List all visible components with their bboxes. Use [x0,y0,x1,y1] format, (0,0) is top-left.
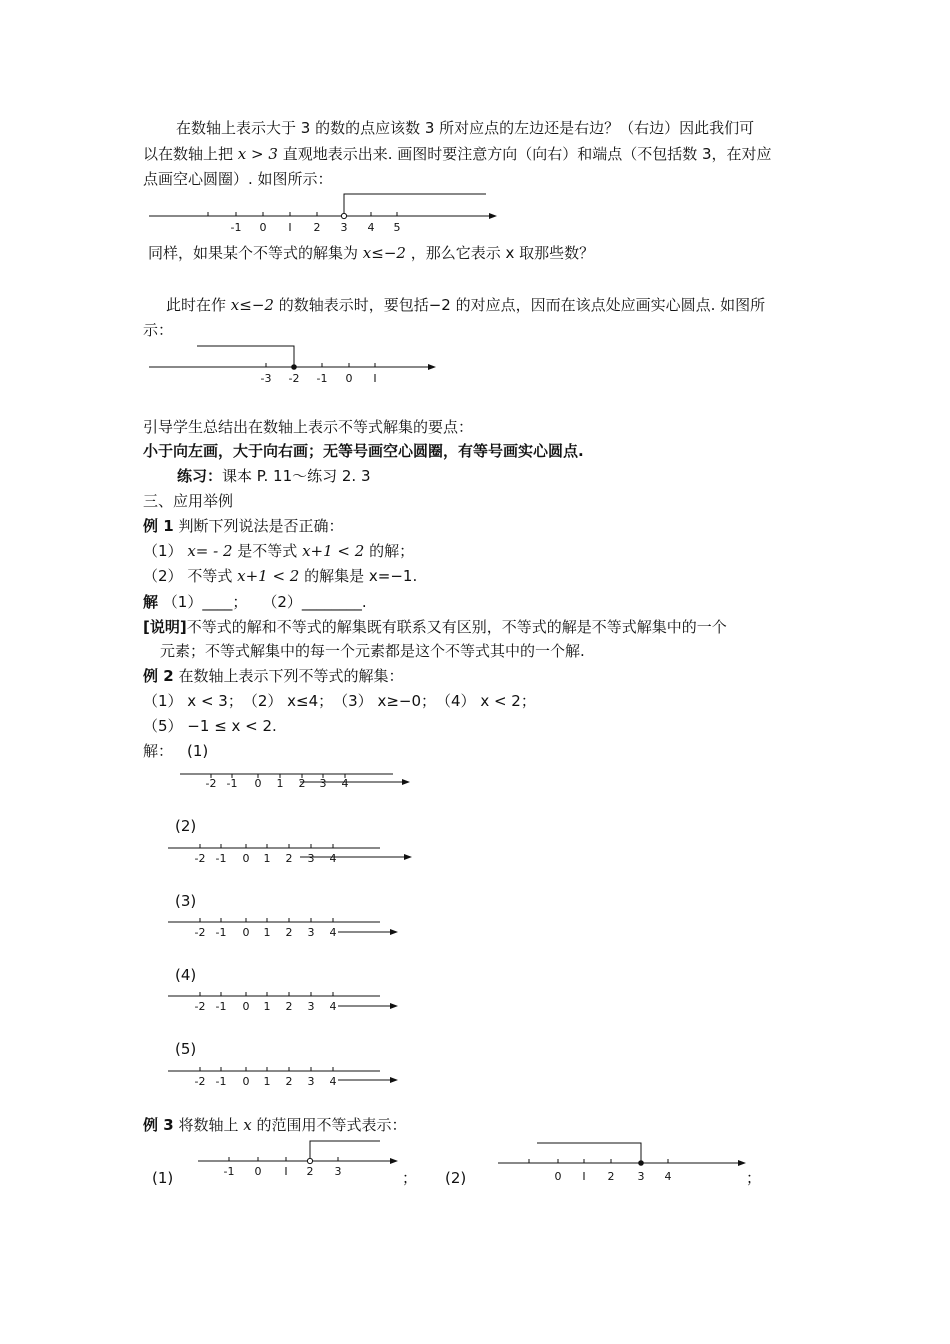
ex2-tick: 2 [285,1075,293,1088]
ex2-tick: 1 [263,1075,271,1088]
ex3-question-b: 的范围用不等式表示： [256,1116,407,1134]
fig1-tick-label: 4 [367,221,375,234]
fig1-tick-label: 0 [259,221,267,234]
intro-line-2-b: 直观地表示出来. 画图时要注意方向（向右）和端点（不包括数 3，在对应 [282,145,772,163]
summary-lead: 引导学生总结出在数轴上表示不等式解集的要点： [143,418,474,436]
ex3-question-a: 将数轴上 [178,1116,239,1134]
ex1-label: 例 1 [143,517,174,535]
ex3-label-2: (2) [445,1169,467,1187]
ex1-question-text: 判断下列说法是否正确： [178,517,344,535]
note-text-1: 不等式的解和不等式的解集既有联系又有区别，不等式的解是不等式解集中的一个 [186,618,727,636]
ex3-axis-1 [198,1141,398,1178]
ex2-tick: 3 [307,926,315,939]
fig1-tick-label: 3 [340,221,348,234]
ex1-item-2-math: x+1 < 2 [237,567,300,585]
ex2-tick: -2 [194,926,206,939]
ex2-question-text: 在数轴上表示下列不等式的解集： [178,667,404,685]
ex3-math: x [243,1116,252,1134]
ex2-tick: 0 [242,1000,250,1013]
ex3a-tick: 0 [254,1165,262,1178]
ex1-item-2-num: （2） [143,567,183,585]
note-line-2: 元素；不等式解集中的每一个元素都是这个不等式其中的一个解. [160,642,585,660]
ex2-tick: 2 [298,777,306,790]
ex2-tick: 4 [341,777,349,790]
ex2-tick: 1 [276,777,284,790]
ex2-tick: 0 [254,777,262,790]
ex2-tick: -1 [215,1075,227,1088]
ex1-item-2-a: 不等式 [187,567,233,585]
ex2-tick: 1 [263,852,271,865]
ex2-tick: -1 [226,777,238,790]
ex2-list-2: （5） −1 ≤ x < 2. [143,717,277,735]
ex2-tick: 1 [263,1000,271,1013]
ex3-axis-2 [498,1143,746,1183]
ex2-tick: 4 [329,926,337,939]
ex2-tick: 3 [307,1075,315,1088]
ex3b-tick: 2 [607,1170,615,1183]
ex2-tick: 2 [285,926,293,939]
ex3b-tick: 3 [637,1170,645,1183]
fig2-tick-label: -2 [288,372,300,385]
fig2-tick-label: 0 [345,372,353,385]
ex2-tick: 4 [329,1075,337,1088]
ex3a-tick: -1 [223,1165,235,1178]
ex2-tick: 0 [242,1075,250,1088]
fig2-tick-label: I [373,372,377,385]
include-line-2: 示： [143,321,174,339]
ex1-answer-label: 解 [143,593,159,611]
intro-line-1: 在数轴上表示大于 3 的数的点应该数 3 所对应点的左边还是右边？（右边）因此我们可 [176,119,755,137]
ex2-tick: 3 [307,852,315,865]
ex2-label-5: (5) [175,1040,197,1058]
ex3-label-1: (1) [152,1169,174,1187]
ex2-label-1: (1) [187,742,209,760]
ex2-tick: -2 [194,1000,206,1013]
include-math: x≤−2 [230,296,274,314]
ex2-tick: 2 [285,852,293,865]
note-label: [说明] [143,618,187,636]
similar-math: x≤−2 [362,244,406,262]
include-b: 的数轴表示时，要包括−2 的对应点，因而在该点处应画实心圆点. 如图所 [278,296,766,314]
ex2-tick: -2 [205,777,217,790]
ex2-tick: 0 [242,926,250,939]
similar-b: ，那么它表示 x 取那些数？ [410,244,595,262]
ex1-item-1-end: 的解； [369,542,415,560]
ex3-semicolon-1: ； [402,1169,418,1187]
summary-rule: 小于向左画，大于向右画；无等号画空心圆圈，有等号画实心圆点. [143,442,584,460]
fig2-tick-label: -3 [260,372,272,385]
ex1-item-1-mid: 是不等式 [237,542,298,560]
ex2-tick: -1 [215,926,227,939]
intro-math: x > 3 [237,145,278,163]
ex2-answer-label: 解： [143,742,174,760]
exercise-label: 练习： [177,467,223,485]
ex2-tick: -2 [194,852,206,865]
ex3-semicolon-2: ； [746,1169,762,1187]
ex3-label: 例 3 [143,1116,174,1134]
ex3a-tick: 2 [306,1165,314,1178]
ex1-item-1-num: （1） [143,542,183,560]
intro-line-3: 点画空心圆圈）. 如图所示： [143,170,333,188]
ex2-label-3: (3) [175,892,197,910]
ex2-tick: 3 [307,1000,315,1013]
ex2-tick: 3 [319,777,327,790]
section-3-heading: 三、应用举例 [143,492,234,510]
intro-line-2-a: 以在数轴上把 [143,145,234,163]
ex2-tick: 1 [263,926,271,939]
ex3b-tick: I [582,1170,586,1183]
ex1-answer-text: （1）____； （2）________. [162,593,367,611]
ex2-tick: 4 [329,852,337,865]
ex2-tick: -1 [215,1000,227,1013]
similar-a: 同样，如果某个不等式的解集为 [148,244,359,262]
include-a: 此时在作 [166,296,227,314]
fig1-tick-label: I [288,221,292,234]
ex2-label: 例 2 [143,667,174,685]
exercise-text: 课本 P. 11～练习 2. 3 [222,467,371,485]
ex2-tick: -2 [194,1075,206,1088]
ex1-item-1-math-b: x+1 < 2 [302,542,365,560]
fig1-tick-label: 5 [393,221,401,234]
ex2-tick: 2 [285,1000,293,1013]
ex2-label-4: (4) [175,966,197,984]
ex1-item-2-b: 的解集是 x=−1. [304,567,418,585]
ex3b-tick: 4 [664,1170,672,1183]
ex2-tick: 0 [242,852,250,865]
ex2-list-1: （1） x < 3； （2） x≤4； （3） x≥−0； （4） x < 2； [143,692,536,710]
fig2-tick-label: -1 [316,372,328,385]
ex2-label-2: (2) [175,817,197,835]
ex3a-tick: 3 [334,1165,342,1178]
ex1-item-1-math-a: x= - 2 [187,542,233,560]
fig1-tick-label: -1 [230,221,242,234]
ex3b-tick: 0 [554,1170,562,1183]
ex2-tick: -1 [215,852,227,865]
ex2-tick: 4 [329,1000,337,1013]
fig1-tick-label: 2 [313,221,321,234]
ex3a-tick: I [284,1165,288,1178]
